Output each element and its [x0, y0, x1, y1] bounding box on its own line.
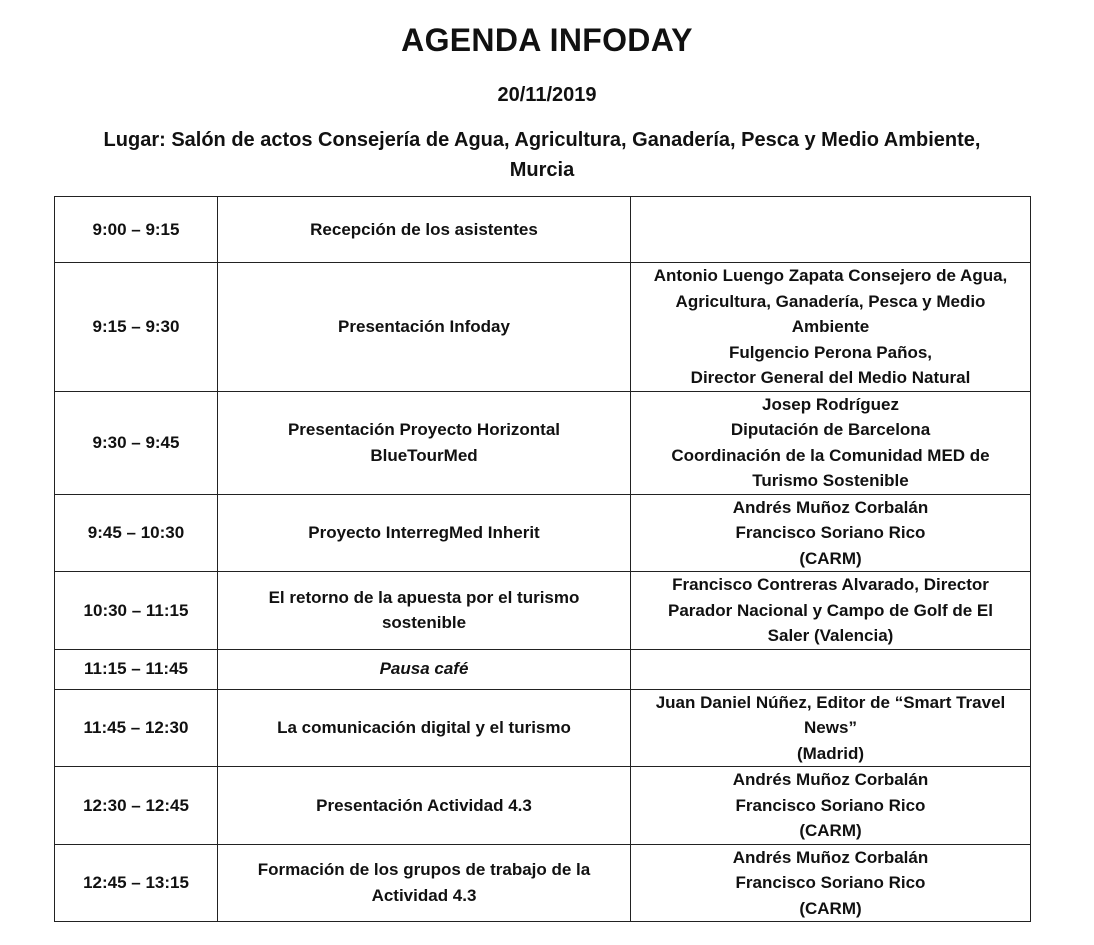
- activity-cell: [218, 263, 631, 392]
- activity-cell: [218, 391, 631, 494]
- venue-line: Murcia: [509, 159, 575, 181]
- activity-line: BlueTourMed: [370, 445, 478, 465]
- activity-line: Pausa café: [379, 659, 469, 679]
- time-cell: 10:30 – 11:15: [55, 572, 218, 650]
- speaker-line: (CARM): [799, 821, 862, 840]
- event-venue: [90, 125, 994, 185]
- agenda-table: [54, 196, 1031, 922]
- time-cell: 12:30 – 12:45: [55, 767, 218, 845]
- speakers-cell: [631, 494, 1031, 572]
- speaker-line: Diputación de Barcelona: [730, 420, 931, 439]
- speakers-cell: [631, 197, 1031, 263]
- event-date: 20/11/2019: [497, 84, 597, 106]
- time-cell: 12:45 – 13:15: [55, 844, 218, 922]
- activity-line: Proyecto InterregMed Inherit: [308, 523, 540, 542]
- speaker-line: Saler (Valencia): [767, 626, 894, 645]
- speaker-line: Josep Rodríguez: [762, 394, 899, 414]
- activity-cell: [218, 197, 631, 263]
- speakers-cell: [631, 649, 1031, 689]
- speaker-line: Agricultura, Ganadería, Pesca y Medio: [675, 291, 986, 311]
- agenda-row: [55, 391, 1031, 494]
- speakers-cell: [631, 391, 1031, 494]
- activity-line: Presentación Proyecto Horizontal: [287, 420, 561, 439]
- activity-cell: [218, 572, 631, 650]
- activity-line: Presentación Actividad 4.3: [316, 795, 532, 815]
- speaker-line: Andrés Muñoz Corbalán: [732, 770, 929, 789]
- speakers-cell: [631, 263, 1031, 392]
- speaker-line: Andrés Muñoz Corbalán: [732, 847, 929, 867]
- speaker-line: Francisco Soriano Rico: [735, 523, 926, 542]
- speakers-cell: [631, 844, 1031, 922]
- activity-cell: [218, 649, 631, 689]
- speaker-line: Fulgencio Perona Paños,: [728, 342, 933, 362]
- agenda-row: [55, 572, 1031, 650]
- agenda-row: [55, 197, 1031, 263]
- activity-line: Presentación Infoday: [338, 317, 510, 336]
- speaker-line: Francisco Soriano Rico: [735, 873, 926, 892]
- time-cell: 9:45 – 10:30: [55, 494, 218, 572]
- speaker-line: (Madrid): [796, 743, 865, 763]
- activity-line: sostenible: [381, 613, 467, 633]
- agenda-row: [55, 844, 1031, 922]
- speaker-line: News”: [804, 718, 857, 737]
- activity-cell: [218, 767, 631, 845]
- page-title: AGENDA INFODAY: [401, 22, 693, 58]
- speakers-cell: [631, 767, 1031, 845]
- activity-cell: [218, 494, 631, 572]
- time-cell: 11:45 – 12:30: [55, 689, 218, 767]
- speaker-line: Francisco Soriano Rico: [735, 795, 926, 815]
- activity-line: El retorno de la apuesta por el turismo: [268, 587, 580, 607]
- speakers-cell: [631, 689, 1031, 767]
- speaker-line: Director General del Medio Natural: [690, 368, 971, 387]
- activity-cell: [218, 844, 631, 922]
- speaker-line: Parador Nacional y Campo de Golf de El: [668, 600, 993, 620]
- time-cell: 9:15 – 9:30: [55, 263, 218, 392]
- venue-line: Lugar: Salón de actos Consejería de Agua, Agricultura, Ganadería, Pesca y Medio Ambiente,: [103, 129, 981, 151]
- agenda-row: [55, 494, 1031, 572]
- activity-line: Formación de los grupos de trabajo de la: [257, 860, 591, 880]
- agenda-row: [55, 263, 1031, 392]
- speaker-line: Andrés Muñoz Corbalán: [732, 497, 929, 517]
- speakers-cell: [631, 572, 1031, 650]
- time-cell: 9:30 – 9:45: [55, 391, 218, 494]
- speaker-line: (CARM): [799, 548, 862, 568]
- speaker-line: Coordinación de la Comunidad MED de: [671, 445, 990, 465]
- time-cell: 9:00 – 9:15: [55, 197, 218, 263]
- agenda-row: [55, 767, 1031, 845]
- agenda-row: [55, 689, 1031, 767]
- speaker-line: Turismo Sostenible: [752, 471, 909, 490]
- speaker-line: Ambiente: [791, 317, 870, 336]
- activity-line: La comunicación digital y el turismo: [277, 718, 571, 737]
- speaker-line: (CARM): [799, 898, 862, 918]
- activity-cell: [218, 689, 631, 767]
- time-cell: 11:15 – 11:45: [55, 649, 218, 689]
- speaker-line: Antonio Luengo Zapata Consejero de Agua,: [653, 266, 1008, 285]
- speaker-line: Francisco Contreras Alvarado, Director: [672, 575, 989, 594]
- activity-line: Actividad 4.3: [371, 885, 477, 905]
- agenda-row: [55, 649, 1031, 689]
- speaker-line: Juan Daniel Núñez, Editor de “Smart Travel: [655, 692, 1006, 712]
- activity-line: Recepción de los asistentes: [310, 219, 538, 239]
